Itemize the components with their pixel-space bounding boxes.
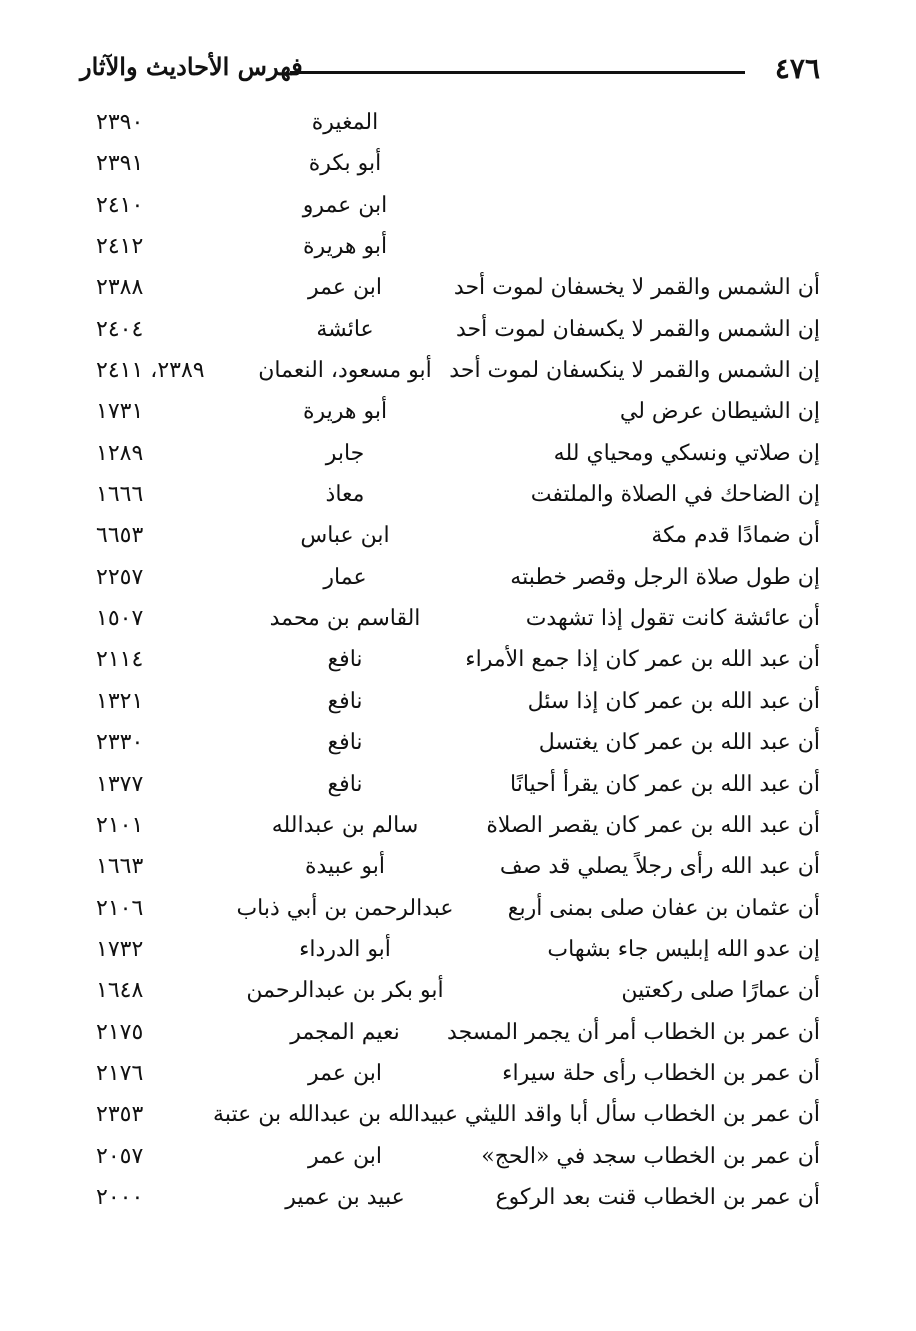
narrator: ابن عمرو (302, 192, 388, 218)
index-row (0, 929, 916, 970)
hadith-text: إن الشيطان عرض لي (619, 399, 820, 425)
hadith-text: إن الشمس والقمر لا يكسفان لموت أحد (455, 316, 820, 342)
index-row (0, 143, 916, 184)
index-row (0, 474, 916, 515)
index-row (0, 226, 916, 267)
index-row (0, 970, 916, 1011)
index-row (0, 391, 916, 432)
hadith-text: أن عثمان بن عفان صلى بمنى أربع (507, 895, 820, 921)
reference-number: ٢٣٨٩، ٢٤١١ (96, 358, 205, 384)
index-row (0, 1177, 916, 1218)
narrator: أبو بكرة (308, 151, 382, 177)
narrator: معاذ (325, 482, 365, 508)
reference-number: ٢٤٠٤ (96, 316, 144, 342)
hadith-text: إن الضاحك في الصلاة والملتفت (530, 482, 820, 508)
index-row (0, 309, 916, 350)
narrator: القاسم بن محمد (269, 606, 421, 632)
narrator: عبدالرحمن بن أبي ذباب (236, 895, 454, 921)
hadith-text: أن عمر بن الخطاب سجد في «الحج» (481, 1143, 820, 1169)
narrator: ابن عباس (300, 523, 390, 549)
index-row (0, 888, 916, 929)
reference-number: ٢١٧٦ (96, 1060, 144, 1086)
index-row (0, 722, 916, 763)
index-row (0, 805, 916, 846)
reference-number: ٢١٠٦ (96, 895, 144, 921)
reference-number: ١٢٨٩ (96, 440, 144, 466)
narrator: أبو الدرداء (299, 936, 391, 962)
reference-number: ٢٣٨٨ (96, 275, 144, 301)
index-row (0, 433, 916, 474)
index-row (0, 557, 916, 598)
reference-number: ٢٠٠٠ (96, 1184, 144, 1210)
narrator: ابن عمر (308, 1143, 382, 1169)
narrator: أبو مسعود، النعمان (258, 358, 432, 384)
hadith-text: أن عبد الله بن عمر كان يقصر الصلاة (486, 812, 820, 838)
reference-number: ٢٠٥٧ (96, 1143, 144, 1169)
narrator: أبو بكر بن عبدالرحمن (246, 978, 444, 1004)
reference-number: ٢١١٤ (96, 647, 144, 673)
narrator: عائشة (316, 316, 374, 342)
hadith-text: أن عمر بن الخطاب سأل أبا واقد الليثي (464, 1102, 820, 1128)
narrator: نافع (327, 688, 363, 714)
index-row (0, 639, 916, 680)
hadith-text: أن عمر بن الخطاب رأى حلة سيراء (502, 1060, 820, 1086)
reference-number: ٢٣٩٠ (96, 110, 144, 135)
reference-number: ١٦٦٦ (96, 482, 144, 508)
hadith-text: أن عمر بن الخطاب قنت بعد الركوع (495, 1184, 820, 1210)
index-row (0, 764, 916, 805)
narrator: نافع (327, 730, 363, 756)
hadith-text: إن صلاتي ونسكي ومحياي لله (553, 440, 820, 466)
page-header (80, 52, 820, 102)
reference-number: ١٦٤٨ (96, 978, 144, 1004)
reference-number: ٢٣٥٣ (96, 1102, 144, 1128)
hadith-text: إن طول صلاة الرجل وقصر خطبته (510, 564, 820, 590)
reference-number: ٢٢٥٧ (96, 564, 144, 590)
reference-number: ١٧٣١ (96, 399, 144, 425)
narrator: نعيم المجمر (290, 1019, 400, 1045)
reference-number: ٢٤١٢ (96, 234, 144, 260)
hadith-text: إن الشمس والقمر لا ينكسفان لموت أحد (449, 358, 820, 384)
reference-number: ١٣٢١ (96, 688, 144, 714)
hadith-text: أن عبد الله بن عمر كان يقرأ أحيانًا (510, 771, 820, 797)
reference-number: ١٥٠٧ (96, 606, 144, 632)
reference-number: ١٦٦٣ (96, 854, 144, 880)
narrator: عمار (323, 564, 367, 590)
reference-number: ٢٣٣٠ (96, 730, 144, 756)
narrator: ابن عمر (308, 1060, 382, 1086)
narrator: أبو عبيدة (304, 854, 386, 880)
hadith-text: أن عبد الله بن عمر كان إذا جمع الأمراء (465, 647, 820, 673)
hadith-text: أن ضمادًا قدم مكة (651, 523, 820, 549)
reference-number: ٢١٠١ (96, 812, 144, 838)
index-row (0, 1094, 916, 1135)
hadith-text: أن عبد الله بن عمر كان إذا سئل (527, 688, 820, 714)
index-row (0, 350, 916, 391)
index-row (0, 1053, 916, 1094)
header-rule (290, 71, 745, 74)
page-number: ٤٧٦ (774, 52, 820, 85)
reference-number: ٢٣٩١ (96, 151, 144, 177)
hadith-text: إن عدو الله إبليس جاء بشهاب (547, 936, 820, 962)
hadith-index-list (0, 102, 916, 1218)
narrator: نافع (327, 771, 363, 797)
index-row (0, 846, 916, 887)
index-row (0, 1012, 916, 1053)
hadith-text: أن عبد الله بن عمر كان يغتسل (538, 730, 820, 756)
reference-number: ٦٦٥٣ (96, 523, 144, 549)
index-row (0, 102, 916, 143)
index-row (0, 1136, 916, 1177)
page-title: فهرس الأحاديث والآثار (80, 52, 303, 81)
narrator: سالم بن عبدالله (271, 812, 419, 838)
index-row (0, 515, 916, 556)
narrator: نافع (327, 647, 363, 673)
reference-number: ١٧٣٢ (96, 936, 144, 962)
hadith-text: أن عمارًا صلى ركعتين (621, 978, 820, 1004)
reference-number: ١٣٧٧ (96, 771, 144, 797)
narrator: ابن عمر (308, 275, 382, 301)
narrator: أبو هريرة (302, 234, 388, 260)
narrator: المغيرة (311, 110, 379, 135)
index-row (0, 267, 916, 308)
narrator: عبيدالله بن عبدالله بن عتبة (213, 1102, 458, 1128)
hadith-text: أن الشمس والقمر لا يخسفان لموت أحد (453, 275, 820, 301)
hadith-text: أن عمر بن الخطاب أمر أن يجمر المسجد (447, 1019, 820, 1045)
reference-number: ٢١٧٥ (96, 1019, 144, 1045)
index-row (0, 185, 916, 226)
reference-number: ٢٤١٠ (96, 192, 144, 218)
narrator: جابر (325, 440, 365, 466)
hadith-text: أن عائشة كانت تقول إذا تشهدت (525, 606, 820, 632)
index-row (0, 598, 916, 639)
narrator: أبو هريرة (302, 399, 388, 425)
narrator: عبيد بن عمير (285, 1184, 405, 1210)
hadith-text: أن عبد الله رأى رجلاً يصلي قد صف (499, 854, 820, 880)
index-row (0, 681, 916, 722)
